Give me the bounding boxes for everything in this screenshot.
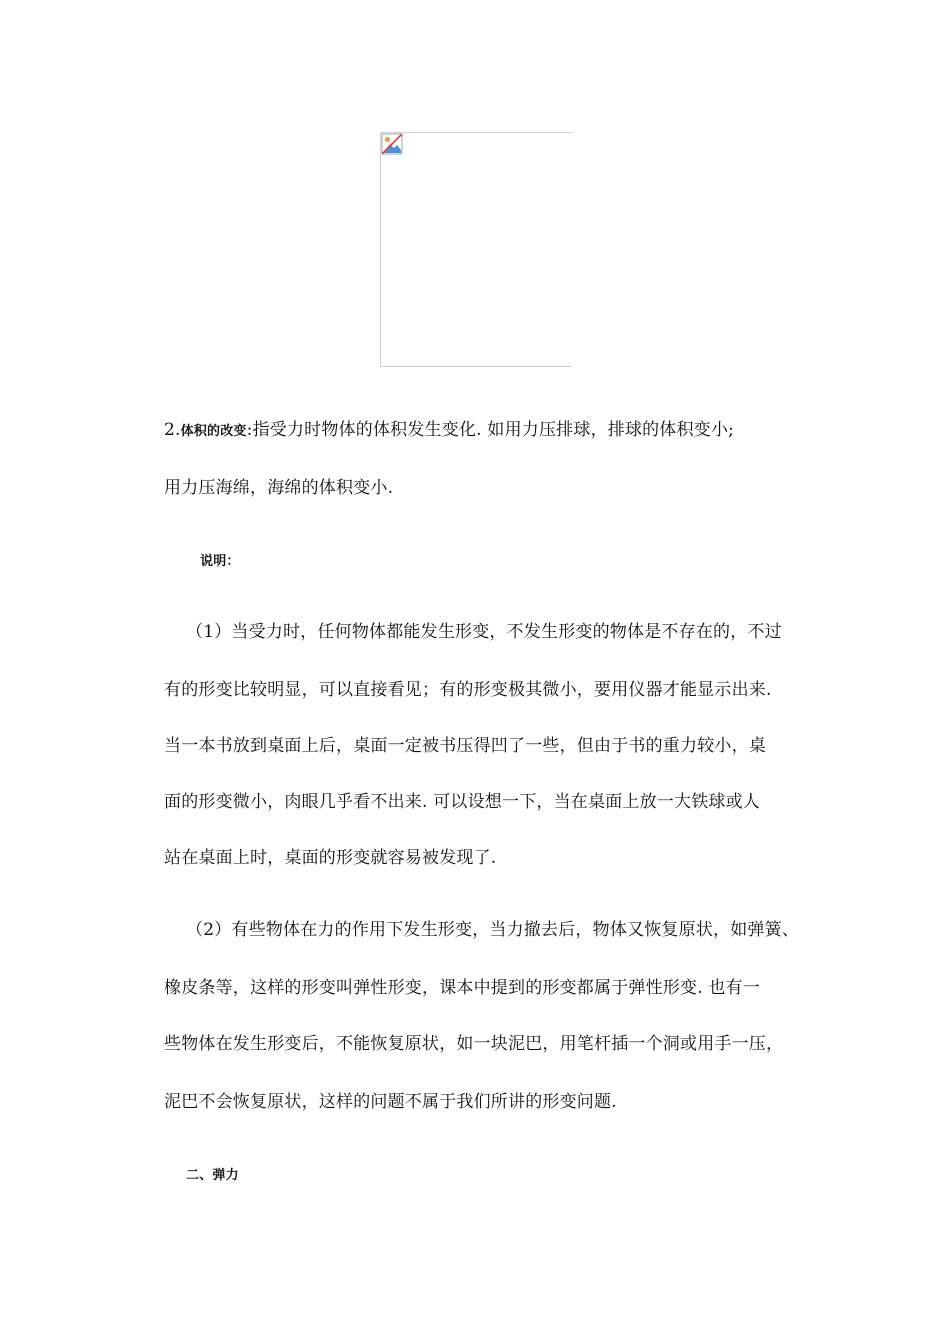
note1-line-2: 有的形变比较明显，可以直接看见；有的形变极其微小，要用仪器才能显示出来. xyxy=(164,680,772,700)
volume-change-definition: 指受力时物体的体积发生变化. 如用力压排球，排球的体积变小; xyxy=(252,420,735,440)
broken-image-icon xyxy=(381,133,403,155)
note1-line-4: 面的形变微小，肉眼几乎看不出来. 可以设想一下，当在桌面上放一大铁球或人 xyxy=(164,792,761,812)
volume-change-term: 体积的改变 xyxy=(180,424,247,439)
term-colon: : xyxy=(246,420,253,440)
note1-line-5: 站在桌面上时，桌面的形变就容易被发现了. xyxy=(164,848,497,868)
volume-change-line-1 xyxy=(164,420,734,442)
section-heading-elastic-force: 二、弹力 xyxy=(186,1168,239,1183)
note2-line-3: 些物体在发生形变后，不能恢复原状，如一块泥巴，用笔杆插一个洞或用手一压， xyxy=(164,1034,784,1054)
explanation-label: 说明： xyxy=(200,554,240,569)
note2-line-4: 泥巴不会恢复原状，这样的问题不属于我们所讲的形变问题. xyxy=(164,1092,617,1112)
section-number: 2. xyxy=(164,420,181,440)
note1-line-3: 当一本书放到桌面上后，桌面一定被书压得凹了一些，但由于书的重力较小，桌 xyxy=(164,736,766,756)
note2-line-2: 橡皮条等，这样的形变叫弹性形变，课本中提到的形变都属于弹性形变. 也有一 xyxy=(164,978,761,998)
note2-line-1: （2）有些物体在力的作用下发生形变，当力撤去后，物体又恢复原状，如弹簧、 xyxy=(186,920,800,940)
note1-line-1: （1）当受力时，任何物体都能发生形变，不发生形变的物体是不存在的，不过 xyxy=(186,622,782,642)
image-placeholder xyxy=(380,132,572,367)
volume-change-line-2: 用力压海绵，海绵的体积变小. xyxy=(164,478,394,498)
